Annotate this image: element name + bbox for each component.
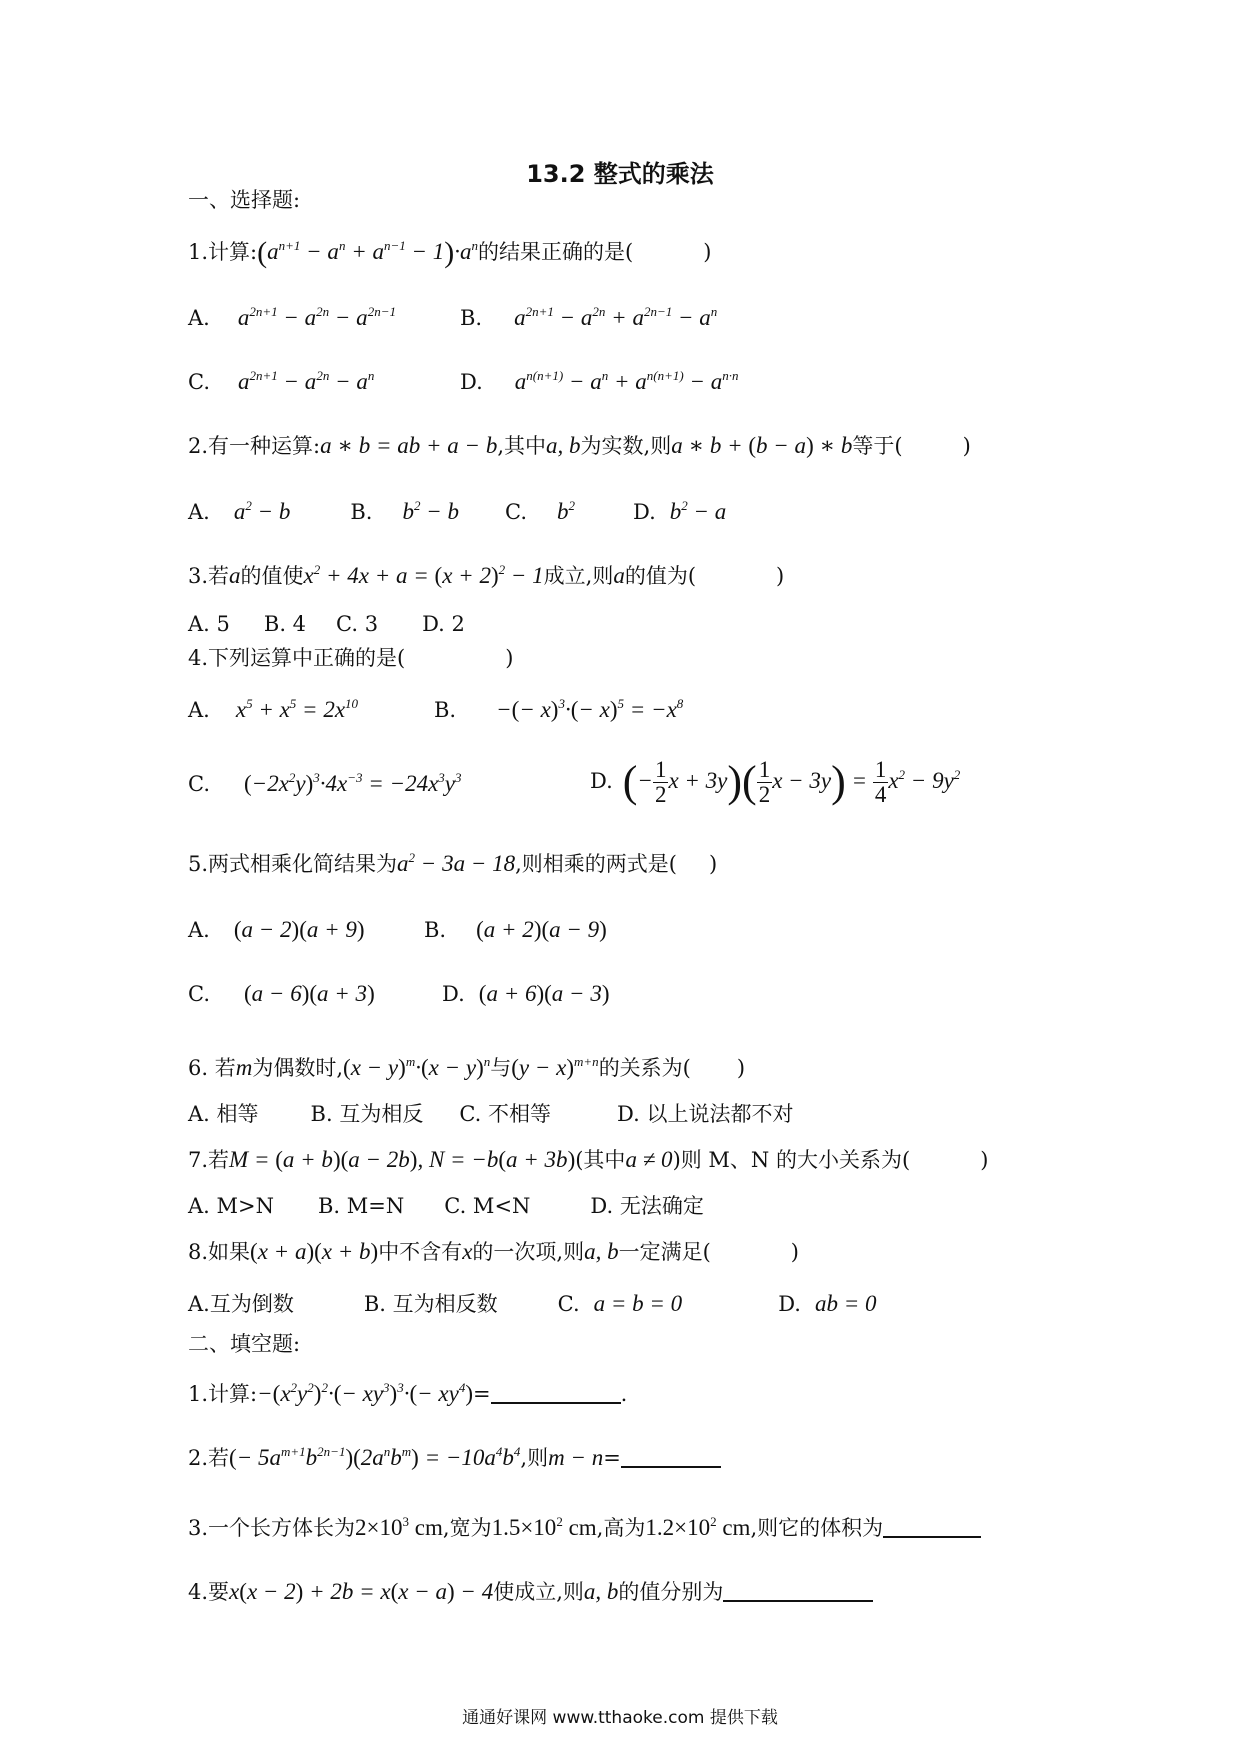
q1-option-b: B. $a^{2n+1} - a^{2n} + a^{2n-1} - a^n$ — [460, 304, 718, 330]
q1-option-c: C. $a^{2n+1} - a^{2n} - a^n$ — [188, 368, 375, 394]
fill-1-blank[interactable] — [491, 1382, 621, 1404]
q4-option-c: C. $(-2x^2y)^3\cdot 4x^{-3} = -24x^3y^3$ — [188, 770, 462, 796]
q2-options: A. $a^2 - b$ B. $b^2 - b$ C. $b^2$ D. $b^2 - a$ — [188, 498, 727, 524]
page-title: 13.2 整式的乘法 — [526, 160, 714, 188]
section-choice-heading: 一、选择题: — [188, 188, 301, 212]
q5-option-c: C. (a − 6)(a + 3) — [188, 981, 375, 1006]
q3-options: A. 5 B. 4 C. 3 D. 2 — [188, 612, 465, 636]
fill-2: 2.若(− $5a^{m+1}b^{2n-1})(2a^nb^m) = -10a^4b^4$,则m − n= — [188, 1446, 721, 1469]
q1-prefix: 1.计算: — [188, 240, 258, 264]
q1-option-d: D. $a^{n(n+1)} - a^n + a^{n(n+1)} - a^{n\cdot n}$ — [460, 368, 739, 394]
q1-suffix: 的结果正确的是( — [478, 240, 634, 264]
question-2: 2.有一种运算:a ∗ b = ab + a − b,其中a, b为实数,则a ∗ b + (b − a) ∗ b等于( ) — [188, 433, 971, 458]
q5-option-d: D. (a + 6)(a − 3) — [442, 981, 610, 1006]
q1-close: ) — [703, 240, 712, 264]
q5-option-b: B. (a + 2)(a − 9) — [424, 917, 607, 942]
fill-4: 4.要x(x − 2) + 2b = x(x − a) − 4使成立,则a, b的值分别为 — [188, 1580, 873, 1603]
q6-options: A. 相等 B. 互为相反 C. 不相等 D. 以上说法都不对 — [188, 1102, 794, 1126]
q5-option-a: A. (a − 2)(a + 9) — [188, 917, 365, 942]
q8-options: A.互为倒数 B. 互为相反数 C. a = b = 0 D. ab = 0 — [188, 1291, 877, 1316]
fill-3-blank[interactable] — [883, 1516, 981, 1538]
fill-3: 3.一个长方体长为$2\times 10^3$ cm,宽为$1.5\times 10^2$ cm,高为$1.2\times 10^2$ cm,则它的体积为 — [188, 1516, 981, 1539]
question-1 — [188, 238, 711, 268]
fill-4-blank[interactable] — [723, 1580, 873, 1602]
question-5: 5.两式相乘化简结果为$a^2 - 3a - 18$,则相乘的两式是( ) — [188, 850, 718, 876]
fill-1: 1.计算$:-(x^2y^2)^2\cdot(- xy^3)^3\cdot(- xy^4)=$ . — [188, 1380, 628, 1406]
question-7: 7.若M = (a + b)(a − 2b), N = −b(a + 3b)(其中a ≠ 0)则 M、N 的大小关系为( ) — [188, 1147, 989, 1172]
section-fill-heading: 二、填空题: — [188, 1332, 301, 1356]
q1-option-a: A. $a^{2n+1} - a^{2n} - a^{2n-1}$ — [188, 304, 396, 330]
fill-2-blank[interactable] — [621, 1446, 721, 1468]
question-3: 3.若a的值使$x^2 + 4x + a = (x + 2)^2 - 1$成立,则a的值为( ) — [188, 562, 785, 588]
q7-options: A. M>N B. M=N C. M<N D. 无法确定 — [188, 1194, 704, 1218]
q1-expression: $(a^{n+1} - a^n + a^{n-1} - 1)\cdot a^n$ — [257, 236, 479, 269]
question-6: 6. 若m为偶数时$,(x - y)^m\cdot(x - y)^n$与$(y - x)^{m+n}$的关系为( ) — [188, 1054, 746, 1080]
q4-option-a: A. $x^5 + x^5 = 2x^{10}$ — [188, 696, 359, 722]
q4-option-d: D. (− $\frac{1}{2}$ x + 3y)( $\frac{1}{2}$ x − 3y) = $\frac{1}{4}$ $x^2 - 9y^2$ — [590, 756, 961, 808]
q4-option-b: B. −(− $x)^3\cdot(- x)^5 = -x^8$ — [434, 696, 684, 722]
question-8: 8.如果(x + a)(x + b)中不含有x的一次项,则a, b一定满足( ) — [188, 1239, 799, 1264]
question-4: 4.下列运算中正确的是( ) — [188, 646, 514, 670]
footer-credit: 通通好课网 www.tthaoke.com 提供下载 — [462, 1708, 778, 1728]
